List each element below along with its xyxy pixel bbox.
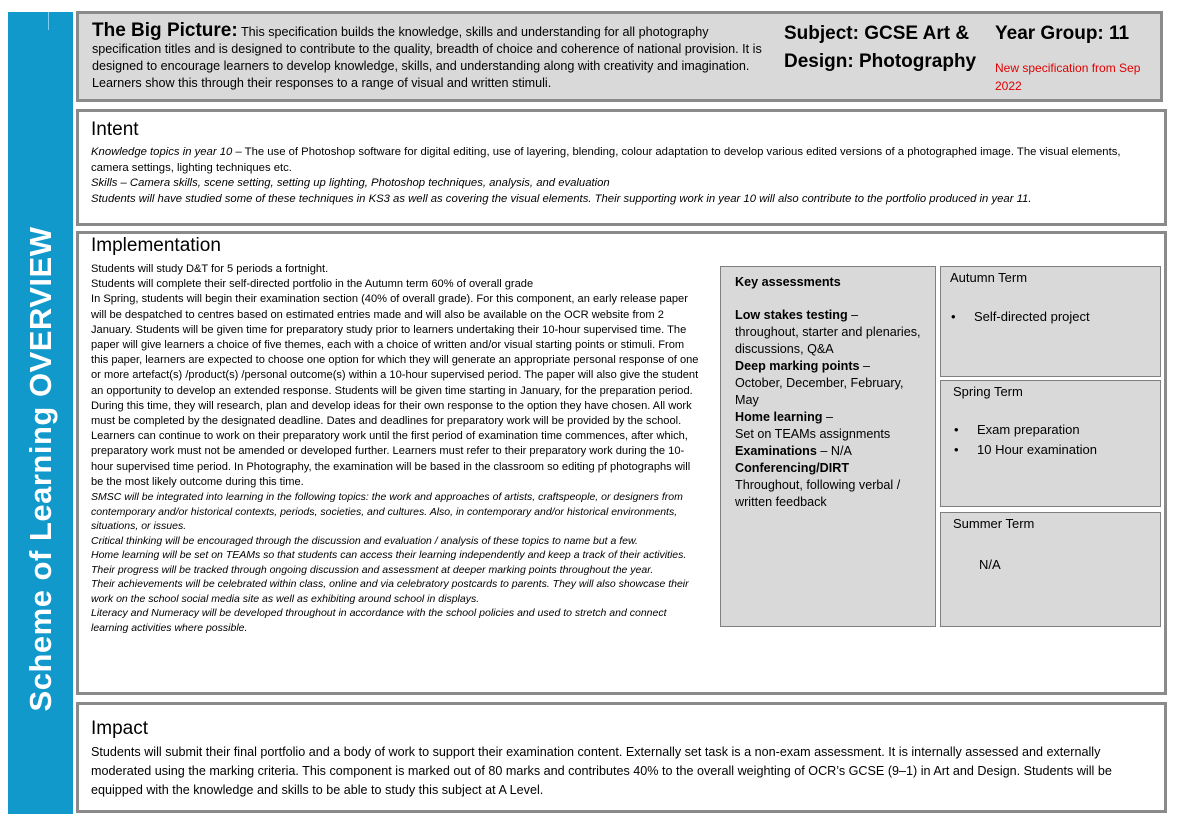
impl-critical-text: Critical thinking will be encouraged through the discussion and evaluation / analysis of these topics to name but a few. bbox=[91, 534, 638, 547]
examinations-label: Examinations bbox=[735, 444, 817, 458]
deep-marking-text: – October, December, February, May bbox=[735, 359, 904, 407]
conferencing-text: Throughout, following verbal / written feedback bbox=[735, 478, 901, 509]
impl-periods: Students will study D&T for 5 periods a fortnight. bbox=[91, 263, 329, 275]
impl-smsc-text: the work and approaches of artists, craftspeople, or designers from contemporary and/or historical contexts, periods, societies, and cultures. Also, in contemporary and/or historical environments, situations, or issues. bbox=[91, 491, 683, 533]
impl-exam-paragraph: In Spring, students will begin their examination section (40% of overall grade). For this component, an early release paper will be despatched to centres based on estimated entries made and will also be available on the OCR website from 2 January. Students will be given time for preparatory study prior to learners undertaking their 10-hour supervised time. The paper will give learners a choice of five themes, each with a choice of written and/or visual starting points or stimuli. From this paper, learners are expected to choose one option for which they will generate an appropriate personal response of one or more artefact(s) /product(s) /personal outcome(s) within a 10-hour supervised period. The paper will also give the student an opportunity to develop an extended response. Students will be given time starting in January, for the preparation period. During this time, they will research, plan and develop ideas for their own response to the option they have chosen. All work must be completed by the designated deadline. Dates and deadlines for preparatory work will be provided by the school. Learners can continue to work on their preparatory work until the first period of examination time commences, after which, preparatory work must not be amended or developed further. Learners must refer to their preparatory work during the 10-hour supervised time period. In Photography, the examination will be based in the classroom so editing pf photographs will be the most likely outcome during this time. bbox=[91, 293, 699, 488]
examinations-text: – N/A bbox=[816, 444, 852, 458]
home-learning-dash: – bbox=[822, 410, 833, 424]
list-item: • Self-directed project bbox=[950, 307, 1090, 327]
intent-knowledge-label: Knowledge topics in year 10 bbox=[91, 146, 233, 158]
impl-literacy bbox=[91, 606, 699, 635]
low-stakes-item bbox=[735, 307, 921, 358]
intent-skills: Skills – Camera skills, scene setting, setting up lighting, Photoshop techniques, analysis, and evaluation bbox=[91, 177, 610, 189]
low-stakes-label: Low stakes testing bbox=[735, 308, 848, 322]
summer-term-panel bbox=[940, 512, 1161, 627]
autumn-term-title: Autumn Term bbox=[950, 270, 1028, 285]
deep-marking-item bbox=[735, 358, 921, 409]
intent-heading: Intent bbox=[91, 119, 139, 140]
summer-term-text: N/A bbox=[979, 557, 1001, 572]
impl-critical bbox=[91, 534, 699, 549]
home-learning-detail: Set on TEAMs assignments bbox=[735, 427, 891, 441]
impact-body: Students will submit their final portfolio and a body of work to support their examination content. Externally set task is a non-exam assessment. It is internally assessed and externally moderated using the marking criteria. This component is marked out of 80 marks and contributes 40% to the overall weighting of OCR’s GCSE (9–1) in Art and Design. Students will be equipped with the knowledge and skills to be able to study this subject at A Level. bbox=[91, 745, 1112, 797]
intent-knowledge-text: – The use of Photoshop software for digital editing, use of layering, blending, colour adaptation to develop various edited versions of a photographed image. The visual elements, camera settings, lighting techniques etc. bbox=[91, 146, 1121, 174]
big-picture-heading: The Big Picture: bbox=[92, 20, 238, 41]
list-item: • 10 Hour examination bbox=[953, 440, 1097, 460]
summer-term-title: Summer Term bbox=[953, 516, 1035, 531]
big-picture-text bbox=[92, 22, 777, 92]
big-picture-section bbox=[76, 11, 1163, 102]
impl-home-text: Home learning will be set on TEAMs so that students can access their learning independently and keep a track of their activities. Their progress will be tracked through ongoing discussion and assessment at deeper marking points throughout the year. bbox=[91, 549, 687, 576]
intent-knowledge bbox=[91, 145, 1156, 176]
impact-heading: Impact bbox=[91, 718, 149, 739]
key-assessments-title: Key assessments bbox=[735, 275, 841, 289]
sidebar-title-text: Scheme of Learning OVERVIEW bbox=[22, 226, 58, 712]
sidebar-divider bbox=[48, 12, 49, 30]
deep-marking-label: Deep marking points bbox=[735, 359, 860, 373]
intent-section bbox=[76, 109, 1167, 226]
autumn-term-panel bbox=[940, 266, 1161, 377]
examinations-item bbox=[735, 443, 921, 460]
key-assessments-panel bbox=[720, 266, 936, 627]
impact-section bbox=[76, 702, 1167, 813]
impl-achievements-text: Their achievements will be celebrated within class, online and via celebratory postcards to parents. They will also showcase their work on the school social media site as well as exhibiting around school in displays. bbox=[91, 578, 689, 605]
impl-smsc bbox=[91, 490, 699, 534]
intent-prior-learning: Students will have studied some of these techniques in KS3 as well as covering the visual elements. Their supporting work in year 10 will also contribute to the portfolio produced in year 11. bbox=[91, 192, 1032, 205]
new-spec-note: New specification from Sep 2022 bbox=[995, 61, 1141, 93]
low-stakes-text: – throughout, starter and plenaries, discussions, Q&A bbox=[735, 308, 921, 356]
implementation-body bbox=[91, 262, 699, 635]
sidebar-title bbox=[8, 12, 73, 814]
impl-home bbox=[91, 548, 699, 577]
spring-term-panel bbox=[940, 380, 1161, 507]
sidebar-banner bbox=[8, 12, 73, 814]
spring-term-list bbox=[953, 420, 1097, 460]
year-group-label: Year Group: 11 bbox=[995, 23, 1130, 44]
list-item: • Exam preparation bbox=[953, 420, 1097, 440]
impl-smsc-label: SMSC will be integrated into learning in the following topics: bbox=[91, 491, 369, 504]
subject-label: Subject: GCSE Art & Design: Photography bbox=[784, 23, 977, 72]
impl-portfolio: Students will complete their self-directed portfolio in the Autumn term 60% of overall grade bbox=[91, 278, 534, 291]
home-learning-label: Home learning bbox=[735, 410, 823, 424]
conferencing-label: Conferencing/DIRT bbox=[735, 461, 850, 475]
impl-literacy-text: Literacy and Numeracy will be developed throughout in accordance with the school policies and used to stretch and connect learning activities where possible. bbox=[91, 607, 667, 634]
big-picture-body: This specification builds the knowledge, skills and understanding for all photography specification titles and is designed to contribute to the quality, breadth of choice and coherence of national provision. It is designed to encourage learners to develop knowledge, skills, and understanding along with creativity and imagination. Learners show this through their responses to a range of visual and written stimuli. bbox=[92, 25, 762, 90]
impl-achievements bbox=[91, 577, 699, 606]
autumn-term-list bbox=[950, 307, 1090, 327]
home-learning-item bbox=[735, 409, 921, 426]
spring-term-title: Spring Term bbox=[953, 384, 1023, 399]
implementation-heading: Implementation bbox=[91, 235, 221, 256]
intent-body bbox=[91, 145, 1156, 207]
